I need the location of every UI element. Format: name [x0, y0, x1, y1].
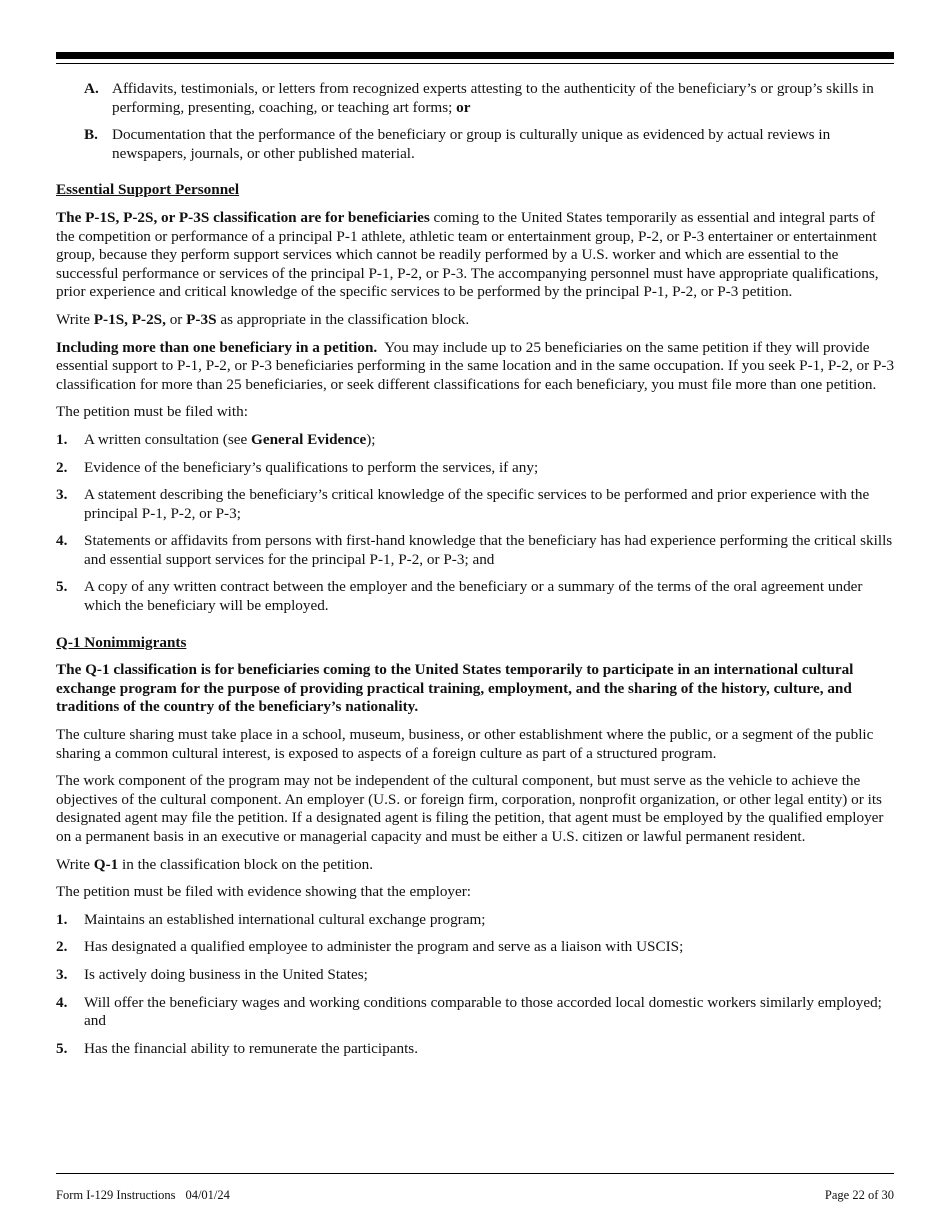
essential-multi-beneficiary: [56, 339, 896, 395]
list-item: [56, 578, 896, 615]
list-text: Maintains an established international cultural exchange program;: [84, 910, 486, 928]
list-label: 2.: [56, 938, 68, 956]
list-text: Evidence of the beneficiary’s qualifications to perform the services, if any;: [84, 458, 539, 476]
footer-rule: [56, 1173, 894, 1174]
list-label: 1.: [56, 430, 68, 448]
list-text: Has designated a qualified employee to administer the program and serve as a liaison with USCIS;: [84, 938, 684, 956]
q1-paragraph-work: The work component of the program may not be independent of the cultural component, but must serve as the vehicle to achieve the objectives of the cultural component. An employer (U.S. or foreign firm, corporation, nonprofit organization, or other legal entity) or its designated agent may file the petition. If a designated agent is filing the petition, that agent must be employed by the qualified employer on a permanent basis in an executive or managerial capacity and must be either a U.S. citizen or lawful permanent resident.: [56, 772, 884, 845]
write-code-1: P-1S, P-2S,: [93, 310, 166, 328]
header-thick-rule: [56, 52, 894, 59]
footer-form-name: Form I-129 Instructions: [56, 1188, 176, 1202]
list-text: A written consultation (see: [84, 430, 248, 448]
list-item: [84, 80, 896, 117]
list-label: 5.: [56, 578, 68, 596]
list-label: 2.: [56, 458, 68, 476]
header-thin-rule: [56, 63, 894, 64]
list-text-bold: or: [456, 98, 471, 116]
essential-filed-with: The petition must be filed with:: [56, 403, 248, 421]
list-label: 4.: [56, 993, 68, 1011]
list-item: [56, 911, 896, 930]
list-label: B.: [84, 126, 98, 144]
list-item: [56, 459, 896, 478]
list-label: 4.: [56, 532, 68, 550]
list-text: A statement describing the beneficiary’s critical knowledge of the specific services to be performed and prior experience with the principal P-1, P-2, or P-3;: [84, 486, 870, 522]
footer-date: 04/01/24: [185, 1188, 230, 1202]
list-text: Statements or affidavits from persons with first-hand knowledge that the beneficiary has had experience performing the critical skills and essential support services for the principal P-1, P-2, or P-3; and: [84, 532, 893, 568]
section-heading-q1: Q-1 Nonimmigrants: [56, 633, 187, 651]
list-label: A.: [84, 80, 99, 97]
list-text: Affidavits, testimonials, or letters from recognized experts attesting to the authenticity of the beneficiary’s or group’s skills in performing, presenting, coaching, or teaching art forms;: [112, 80, 874, 116]
list-text-bold: General Evidence: [251, 430, 367, 448]
list-label: 3.: [56, 486, 68, 504]
footer-page-number: Page 22 of 30: [824, 1188, 894, 1202]
write-prefix: Write: [56, 310, 90, 328]
list-item: [56, 1040, 896, 1059]
q1-intro: The Q-1 classification is for beneficiaries coming to the United States temporarily to participate in an international cultural exchange program for the purpose of providing practical training, employment, and the sharing of the history, culture, and traditions of the country of the beneficiary’s nationality.: [56, 661, 854, 716]
section-heading-essential: Essential Support Personnel: [56, 181, 240, 199]
list-item: [84, 126, 896, 163]
list-item: [56, 486, 896, 523]
q1-filed-with: The petition must be filed with evidence showing that the employer:: [56, 883, 472, 901]
footer-form-id: [56, 1186, 230, 1205]
list-text: Documentation that the performance of the beneficiary or group is culturally unique as evidenced by actual reviews in newspapers, journals, or other published material.: [112, 126, 831, 162]
essential-write-instruction: [56, 311, 896, 330]
list-label: 3.: [56, 965, 68, 983]
essential-intro-rest: coming to the United States temporarily as essential and integral parts of the competition or performance of a principal P-1 athlete, athletic team or entertainment group, P-2, or P-3 entertainer or entertainment group, because they perform support services which cannot be readily performed by a U.S. worker and which are essential to the successful performance or services of the principal P-1, P-2, or P-3. The accompanying personnel must have appropriate qualifications, prior experience and critical knowledge of the specific services to be performed by the principal P-1, P-2, or P-3 petition.: [56, 208, 879, 301]
write-suffix: in the classification block on the petition.: [122, 855, 373, 873]
list-label: 5.: [56, 1039, 68, 1057]
list-item: [56, 431, 896, 450]
list-text: Has the financial ability to remunerate the participants.: [84, 1039, 418, 1057]
list-item: [56, 532, 896, 569]
page-content: [56, 80, 896, 1067]
essential-numbered-list: [56, 431, 896, 616]
essential-intro: [56, 209, 896, 302]
multi-rest: You may include up to 25 beneficiaries on the same petition if they will provide essential support to P-1, P-2, or P-3 beneficiaries performing in the same location and in the same occupation. If you seek P-1, P-2, or P-3 classification for more than 25 beneficiaries, or seek different classifications for each beneficiary, you must file more than one petition.: [56, 338, 895, 393]
multi-bold: Including more than one beneficiary in a petition.: [56, 338, 378, 356]
list-text-tail: );: [366, 430, 376, 448]
list-item: [56, 938, 896, 957]
list-item: [56, 966, 896, 985]
q1-numbered-list: [56, 911, 896, 1059]
list-item: [56, 994, 896, 1031]
write-prefix: Write: [56, 855, 90, 873]
list-text: Is actively doing business in the United States;: [84, 965, 368, 983]
write-suffix: as appropriate in the classification block.: [220, 310, 470, 328]
q1-paragraph-culture: The culture sharing must take place in a school, museum, business, or other establishment where the public, or a segment of the public sharing a common cultural interest, is exposed to aspects of a foreign culture as part of a structured program.: [56, 726, 874, 762]
list-label: 1.: [56, 910, 68, 928]
write-code: Q-1: [93, 855, 119, 873]
essential-intro-bold: The P-1S, P-2S, or P-3S classification are for beneficiaries: [56, 208, 430, 226]
list-text: Will offer the beneficiary wages and working conditions comparable to those accorded local domestic workers similarly employed; and: [84, 993, 882, 1030]
top-alpha-list: [56, 80, 896, 163]
write-or: or: [169, 310, 183, 328]
list-text: A copy of any written contract between the employer and the beneficiary or a summary of the terms of the oral agreement under which the beneficiary will be employed.: [84, 578, 863, 615]
q1-write-instruction: [56, 856, 896, 875]
write-code-2: P-3S: [186, 310, 217, 328]
